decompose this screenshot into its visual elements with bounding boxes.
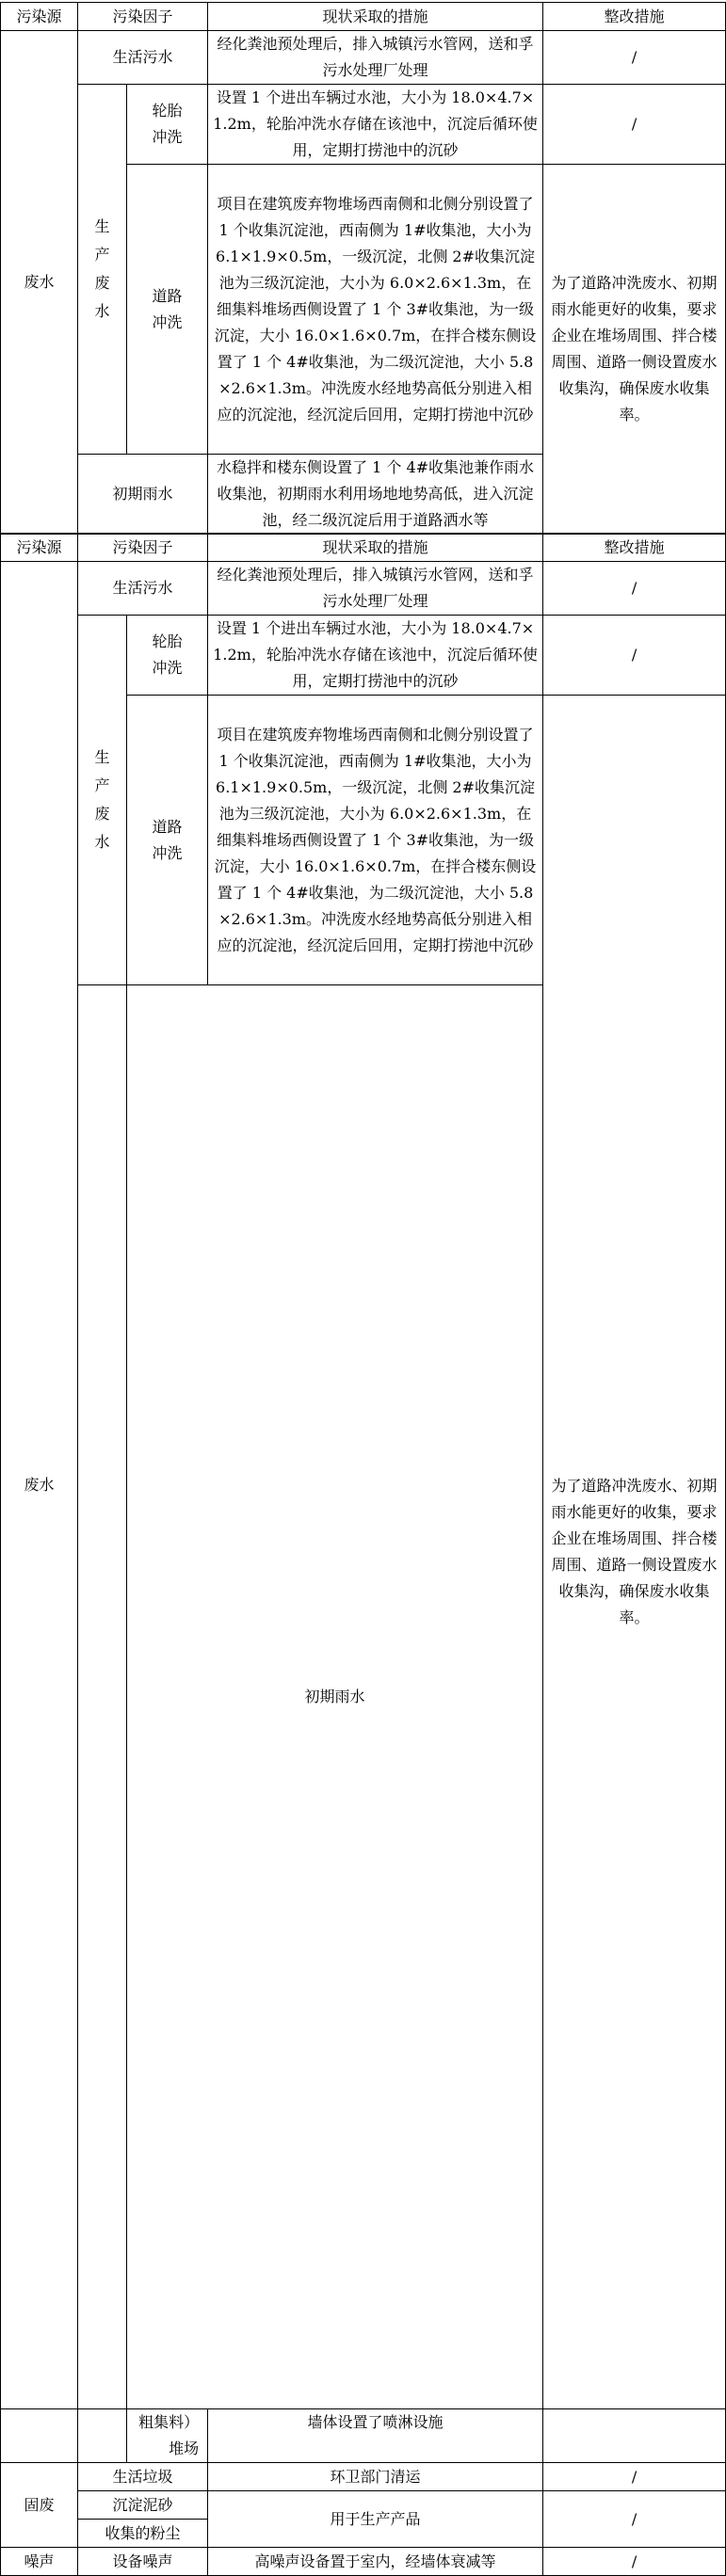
header-current: 现状采取的措施 xyxy=(208,534,543,562)
production-label-text: 生产废水 xyxy=(94,748,110,851)
solid-label: 固废 xyxy=(1,2463,78,2548)
dust-current: 墙体设置了喷淋设施 xyxy=(208,2409,543,2463)
tire-wash-factor-text: 轮胎冲洗 xyxy=(152,102,183,146)
wastewater-shared-rectify: 为了道路冲洗废水、初期雨水能更好的收集，要求企业在堆场周围、拌合楼周围、道路一侧设置废水收集沟，确保废水收集率。 xyxy=(543,165,726,535)
wastewater-label: 废水 xyxy=(1,562,78,2409)
header-current: 现状采取的措施 xyxy=(208,3,543,31)
header-rectify: 整改措施 xyxy=(543,534,726,562)
noise-factor: 设备噪声 xyxy=(78,2548,208,2576)
dust-collected-factor: 收集的粉尘 xyxy=(78,2520,208,2548)
production-label xyxy=(78,85,127,455)
dust-factor-text: 粗集料）堆场 xyxy=(138,2413,200,2457)
rain-spacer xyxy=(78,985,127,2409)
road-wash-factor-text: 道路冲洗 xyxy=(152,817,183,862)
garbage-factor: 生活垃圾 xyxy=(78,2463,208,2491)
wastewater-label: 废水 xyxy=(1,31,78,535)
header-row xyxy=(1,534,726,562)
garbage-rectify: / xyxy=(543,2463,726,2491)
domestic-current: 经化粪池预处理后，排入城镇污水管网，送和孚污水处理厂处理 xyxy=(208,31,543,85)
table-row xyxy=(1,2409,726,2463)
solid-shared-current: 用于生产产品 xyxy=(208,2491,543,2548)
header-rectify: 整改措施 xyxy=(543,3,726,31)
table-row xyxy=(1,31,726,85)
table-row xyxy=(1,2463,726,2491)
tire-wash-rectify: / xyxy=(543,616,726,696)
road-wash-current: 项目在建筑废弃物堆场西南侧和北侧分别设置了 1 个收集沉淀池，西南侧为 1#收集池，大小为 6.1×1.9×0.5m，一级沉淀，北侧 2#收集沉淀池为三级沉淀池，大小为 6.0×2.6×1.3m，在细集料堆场西侧设置了 1 个 3#收集池，为一级沉淀，大小 16.0×1.6×0.7m，在拌合楼东侧设置了 1 个 4#收集池，为二级沉淀池，大小 5.8×2.6×1.3m。冲洗废水经地势高低分别进入相应的沉淀池，经沉淀后回用，定期打捞池中沉砂 xyxy=(208,165,543,455)
road-wash-current: 项目在建筑废弃物堆场西南侧和北侧分别设置了 1 个收集沉淀池，西南侧为 1#收集池，大小为 6.1×1.9×0.5m，一级沉淀，北侧 2#收集沉淀池为三级沉淀池，大小为 6.0×2.6×1.3m，在细集料堆场西侧设置了 1 个 3#收集池，为一级沉淀，大小 16.0×1.6×0.7m，在拌合楼东侧设置了 1 个 4#收集池，为二级沉淀池，大小 5.8×2.6×1.3m。冲洗废水经地势高低分别进入相应的沉淀池，经沉淀后回用，定期打捞池中沉砂 xyxy=(208,696,543,985)
pollution-measures-table-part1 xyxy=(0,2,726,535)
sediment-factor: 沉淀泥砂 xyxy=(78,2491,208,2520)
production-label-text: 生产废水 xyxy=(94,217,110,320)
rain-current: 水稳拌和楼东侧设置了 1 个 4#收集池兼作雨水收集池，初期雨水利用场地地势高低，进入沉淀池，经二级沉淀后用于道路洒水等 xyxy=(208,455,543,535)
table-row xyxy=(1,562,726,616)
rain-factor: 初期雨水 xyxy=(78,455,208,535)
noise-current: 高噪声设备置于室内，经墙体衰减等 xyxy=(208,2548,543,2576)
domestic-factor: 生活污水 xyxy=(78,562,208,616)
road-wash-factor-text: 道路冲洗 xyxy=(152,286,183,331)
domestic-factor: 生活污水 xyxy=(78,31,208,85)
production-label xyxy=(78,616,127,985)
header-factor: 污染因子 xyxy=(78,3,208,31)
dust-spacer xyxy=(78,2409,127,2463)
tire-wash-factor xyxy=(127,85,208,165)
table-row xyxy=(1,2548,726,2576)
tire-wash-factor-text: 轮胎冲洗 xyxy=(152,632,183,677)
header-source: 污染源 xyxy=(1,3,78,31)
road-wash-factor xyxy=(127,696,208,985)
domestic-current: 经化粪池预处理后，排入城镇污水管网，送和孚污水处理厂处理 xyxy=(208,562,543,616)
dust-source xyxy=(1,2409,78,2463)
table-row xyxy=(1,2491,726,2520)
tire-wash-rectify: / xyxy=(543,85,726,165)
road-wash-factor xyxy=(127,165,208,455)
table-row xyxy=(1,85,726,165)
domestic-rectify: / xyxy=(543,31,726,85)
noise-rectify: / xyxy=(543,2548,726,2576)
wastewater-shared-rectify: 为了道路冲洗废水、初期雨水能更好的收集，要求企业在堆场周围、拌合楼周围、道路一侧设置废水收集沟，确保废水收集率。 xyxy=(543,696,726,2409)
noise-label: 噪声 xyxy=(1,2548,78,2576)
tire-wash-factor xyxy=(127,616,208,696)
header-row xyxy=(1,3,726,31)
header-source: 污染源 xyxy=(1,534,78,562)
tire-wash-current: 设置 1 个进出车辆过水池，大小为 18.0×4.7×1.2m，轮胎冲洗水存储在该池中，沉淀后循环使用，定期打捞池中的沉砂 xyxy=(208,616,543,696)
table-row xyxy=(1,616,726,696)
solid-shared-rectify: / xyxy=(543,2491,726,2548)
header-factor: 污染因子 xyxy=(78,534,208,562)
rain-factor: 初期雨水 xyxy=(127,985,543,2409)
garbage-current: 环卫部门清运 xyxy=(208,2463,543,2491)
pollution-measures-table-part2 xyxy=(0,533,726,2576)
dust-factor xyxy=(127,2409,208,2463)
dust-rectify xyxy=(543,2409,726,2463)
tire-wash-current: 设置 1 个进出车辆过水池，大小为 18.0×4.7×1.2m，轮胎冲洗水存储在该池中，沉淀后循环使用，定期打捞池中的沉砂 xyxy=(208,85,543,165)
domestic-rectify: / xyxy=(543,562,726,616)
